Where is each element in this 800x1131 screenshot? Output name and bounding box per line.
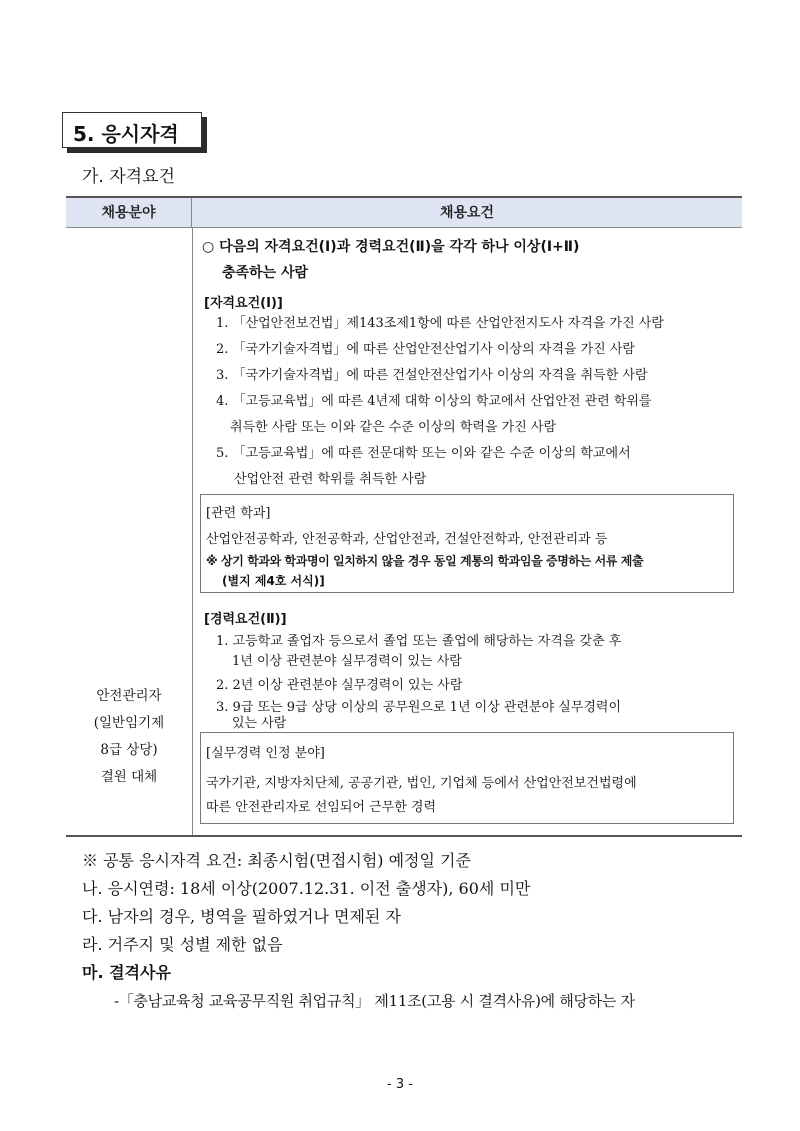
qual-item: 3. 「국가기술자격법」에 따른 건설안전산업기사 이상의 자격을 취득한 사람 bbox=[216, 368, 648, 383]
table-header bbox=[66, 198, 742, 228]
age-requirement: 나. 응시연령: 18세 이상(2007.12.31. 이전 출생자), 60세 미만 bbox=[82, 879, 531, 898]
dept-note: ※ 상기 학과와 학과명이 일치하지 않을 경우 동일 계통의 학과임을 증명하는 서류 제출 bbox=[206, 554, 644, 568]
common-note: ※ 공통 응시자격 요건: 최종시험(면접시험) 예정일 기준 bbox=[82, 851, 471, 870]
field-line: 8급 상당) bbox=[100, 742, 158, 758]
career-box-line: 따른 안전관리자로 선임되어 근무한 경력 bbox=[206, 800, 437, 815]
career-item: 2. 2년 이상 관련분야 실무경력이 있는 사람 bbox=[216, 678, 463, 693]
table-bottom-rule bbox=[66, 835, 742, 837]
qual-item: 취득한 사람 또는 이와 같은 수준 이상의 학력을 가진 사람 bbox=[230, 420, 557, 435]
career-title: [경력요건(Ⅱ)] bbox=[204, 612, 287, 627]
subsection-title: 가. 자격요건 bbox=[82, 167, 175, 187]
section-title: 5. 응시자격 bbox=[73, 122, 179, 146]
dept-box-title: [관련 학과] bbox=[206, 506, 271, 521]
field-line: 결원 대체 bbox=[100, 769, 158, 785]
page-number: - 3 - bbox=[387, 1077, 413, 1092]
column-divider bbox=[192, 228, 193, 835]
career-item: 있는 사람 bbox=[232, 716, 287, 731]
intro-line: ○ 다음의 자격요건(Ⅰ)과 경력요건(Ⅱ)을 각각 하나 이상(Ⅰ+Ⅱ) bbox=[202, 239, 580, 255]
career-box-title: [실무경력 인정 분야] bbox=[206, 746, 325, 761]
career-box-line: 국가기관, 지방자치단체, 공공기관, 법인, 기업체 등에서 산업안전보건법령에 bbox=[206, 776, 637, 791]
qual-item: 4. 「고등교육법」에 따른 4년제 대학 이상의 학교에서 산업안전 관련 학위를 bbox=[216, 394, 652, 409]
dept-list: 산업안전공학과, 안전공학과, 산업안전과, 건설안전학과, 안전관리과 등 bbox=[206, 532, 608, 547]
disqualification-title: 마. 결격사유 bbox=[82, 963, 171, 982]
dept-note: (별지 제4호 서식)] bbox=[222, 574, 325, 588]
qual-item: 1. 「산업안전보건법」제143조제1항에 따른 산업안전지도사 자격을 가진 사람 bbox=[216, 316, 664, 331]
career-item: 3. 9급 또는 9급 상당 이상의 공무원으로 1년 이상 관련분야 실무경력이 bbox=[216, 700, 622, 715]
field-line: 안전관리자 bbox=[96, 688, 162, 704]
residence-requirement: 라. 거주지 및 성별 제한 없음 bbox=[82, 935, 283, 954]
career-item: 1. 고등학교 졸업자 등으로서 졸업 또는 졸업에 해당하는 자격을 갖춘 후 bbox=[216, 634, 622, 649]
qual-item: 산업안전 관련 학위를 취득한 사람 bbox=[234, 472, 427, 487]
requirements-table bbox=[66, 196, 742, 837]
header-field: 채용분야 bbox=[66, 198, 192, 228]
qual-item: 2. 「국가기술자격법」에 따른 산업안전산업기사 이상의 자격을 가진 사람 bbox=[216, 342, 635, 357]
header-requirements: 채용요건 bbox=[439, 205, 495, 221]
field-line: (일반임기제 bbox=[93, 715, 165, 731]
qual-title: [자격요건(Ⅰ)] bbox=[204, 296, 283, 311]
section-title-box bbox=[62, 112, 202, 148]
field-cell bbox=[66, 683, 192, 791]
career-item: 1년 이상 관련분야 실무경력이 있는 사람 bbox=[232, 654, 462, 669]
qual-item: 5. 「고등교육법」에 따른 전문대학 또는 이와 같은 수준 이상의 학교에서 bbox=[216, 446, 631, 461]
intro-line: 충족하는 사람 bbox=[222, 265, 309, 281]
disqualification-item: -「충남교육청 교육공무직원 취업규칙」 제11조(고용 시 결격사유)에 해당하는 자 bbox=[114, 992, 635, 1010]
military-requirement: 다. 남자의 경우, 병역을 필하였거나 면제된 자 bbox=[82, 907, 401, 926]
